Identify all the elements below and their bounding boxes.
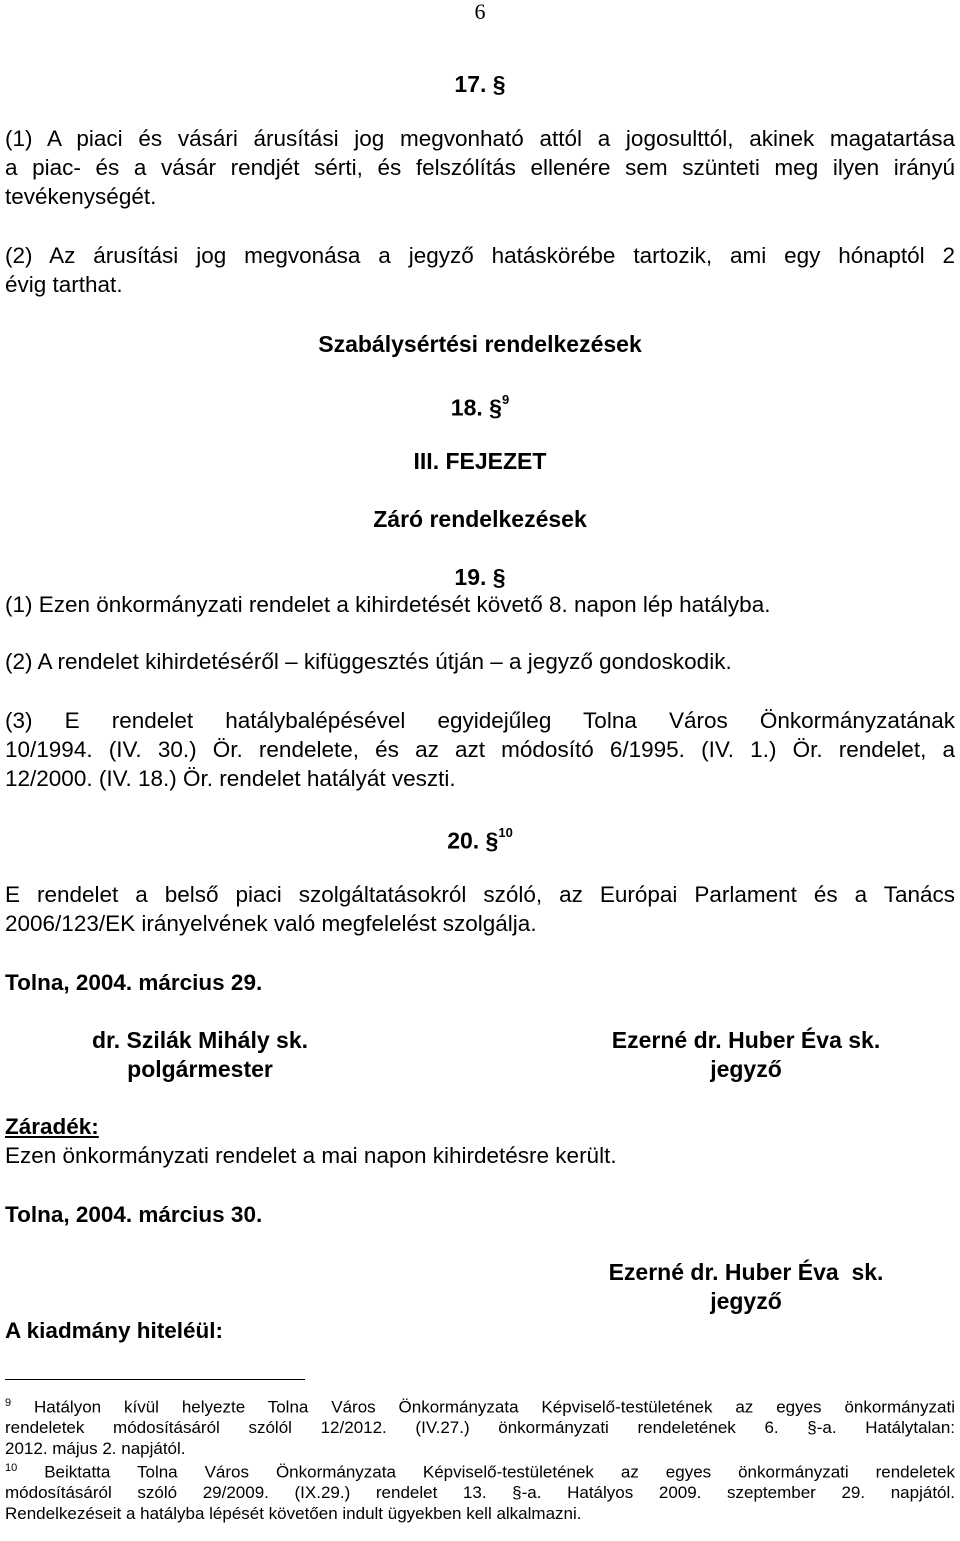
signer-right <box>586 1026 906 1084</box>
section-19-paragraph-1: (1) Ezen önkormányzati rendelet a kihirdetését követő 8. napon lép hatályba. <box>5 592 771 617</box>
section-18-number: 18. § <box>450 394 502 421</box>
text-line: évig tarthat. <box>5 272 123 297</box>
zaradek-text: Ezen önkormányzati rendelet a mai napon kihirdetésre került. <box>5 1143 617 1168</box>
section-17-paragraph-1 <box>5 124 955 211</box>
section-20-heading <box>0 822 960 855</box>
text-line: 10/1994. (IV. 30.) Ör. rendelete, és az azt módosító 6/1995. (IV. 1.) Ör. rendelet, a <box>5 737 955 762</box>
signer-left-name: dr. Szilák Mihály sk. <box>91 1027 309 1053</box>
footnote-separator <box>5 1379 305 1380</box>
footnote-text: Beiktatta Tolna Város Önkormányzata Képviselő-testületének az egyes önkormányzati rendeletek <box>44 1462 955 1482</box>
footnote-text: Hatályon kívül helyezte Tolna Város Önkormányzata Képviselő-testületének az egyes önkormányzati <box>34 1397 955 1417</box>
signer-right-title: jegyző <box>710 1056 782 1082</box>
section-20-paragraph <box>5 880 955 938</box>
footnote-line: rendeletek módosításáról szólól 12/2012. (IV.27.) önkormányzati rendeletének 6. §-a. Hatálytalan: <box>5 1418 955 1438</box>
signer-left <box>60 1026 340 1084</box>
text-line: (1) A piaci és vásári árusítási jog megvonható attól a jogosulttól, akinek magatartása <box>5 126 955 151</box>
chapter-heading: III. FEJEZET <box>413 448 547 474</box>
section-19-paragraph-3 <box>5 706 955 793</box>
footnote-ref-10: 10 <box>498 825 513 840</box>
section-18-heading <box>0 389 960 422</box>
footnote-line <box>5 1393 955 1418</box>
signer-2 <box>586 1258 906 1316</box>
date-line-1: Tolna, 2004. március 29. <box>5 970 263 995</box>
signer-right-name: Ezerné dr. Huber Éva sk. <box>611 1027 881 1053</box>
text-line: a piac- és a vásár rendjét sérti, és felszólítás ellenére sem szünteti meg ilyen irányú <box>5 155 955 180</box>
footnote-9 <box>5 1393 955 1459</box>
text-line: tevékenységét. <box>5 184 157 209</box>
signer-left-title: polgármester <box>127 1056 273 1082</box>
section-title-zaro: Záró rendelkezések <box>373 506 587 532</box>
section-20-number: 20. § <box>447 827 499 854</box>
footnote-line: módosításáról szóló 29/2009. (IX.29.) rendelet 13. §-a. Hatályos 2009. szeptember 29. napjától. <box>5 1483 955 1503</box>
section-17-heading: 17. § <box>454 71 506 97</box>
text-line: (3) E rendelet hatálybalépésével egyidejűleg Tolna Város Önkormányzatának <box>5 708 955 733</box>
footnote-line: Rendelkezéseit a hatályba lépését követően indult ügyekben kell alkalmazni. <box>5 1503 582 1523</box>
section-19-heading: 19. § <box>454 564 506 590</box>
section-17-paragraph-2 <box>5 241 955 299</box>
page-number: 6 <box>474 0 486 24</box>
text-line: 12/2000. (IV. 18.) Ör. rendelet hatályát veszti. <box>5 766 456 791</box>
footnote-line <box>5 1458 955 1483</box>
kiadmany-label: A kiadmány hiteléül: <box>5 1318 223 1343</box>
footnote-mark-10: 10 <box>5 1462 18 1474</box>
footnote-line: 2012. május 2. napjától. <box>5 1438 186 1458</box>
section-title-szabalysertesi: Szabálysértési rendelkezések <box>318 331 642 357</box>
footnote-10 <box>5 1458 955 1524</box>
signer-2-name: Ezerné dr. Huber Éva sk. <box>608 1259 884 1285</box>
section-19-paragraph-2: (2) A rendelet kihirdetéséről – kifüggesztés útján – a jegyző gondoskodik. <box>5 649 732 674</box>
footnote-mark-9: 9 <box>5 1397 12 1409</box>
signer-2-title: jegyző <box>710 1288 782 1314</box>
text-line: 2006/123/EK irányelvének való megfelelést szolgálja. <box>5 911 537 936</box>
text-line: (2) Az árusítási jog megvonása a jegyző hatáskörébe tartozik, ami egy hónaptól 2 <box>5 243 955 268</box>
footnote-ref-9: 9 <box>501 392 510 407</box>
zaradek-label: Záradék: <box>5 1114 99 1139</box>
date-line-2: Tolna, 2004. március 30. <box>5 1202 263 1227</box>
text-line: E rendelet a belső piaci szolgáltatásokról szóló, az Európai Parlament és a Tanács <box>5 882 955 907</box>
